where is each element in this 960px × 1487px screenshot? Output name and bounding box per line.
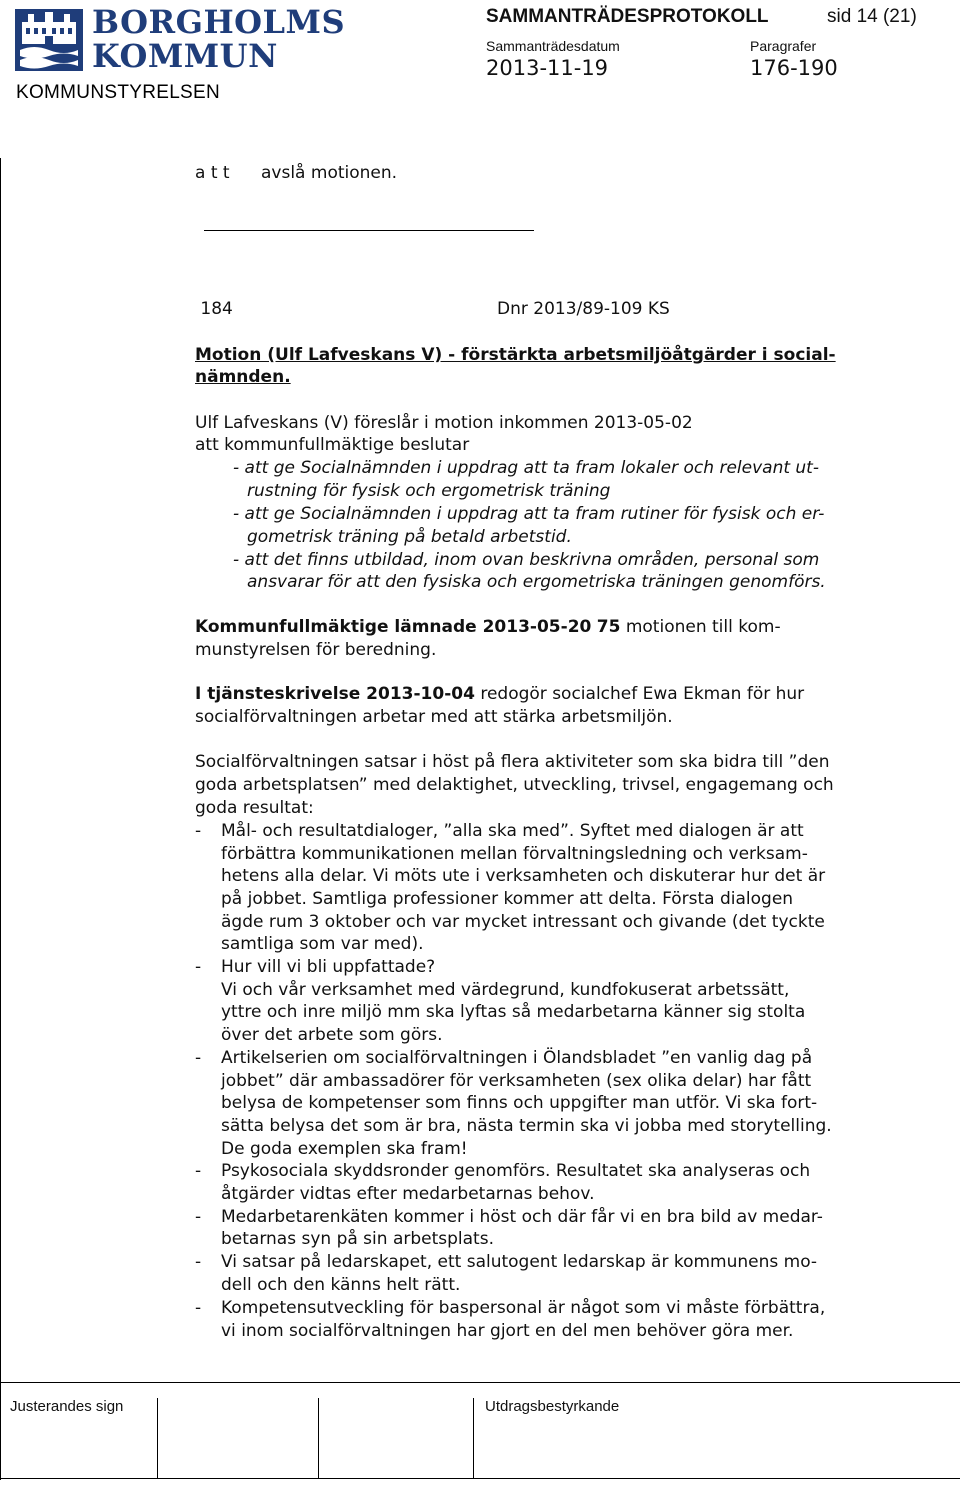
att-label: a t t	[195, 163, 230, 183]
memo-bold: I tjänsteskrivelse 2013-10-04	[195, 684, 475, 704]
bullet-line: Hur vill vi bli uppfattade?	[221, 957, 436, 977]
bullet-dash: -	[195, 1298, 202, 1318]
motion-title-line1: Motion (Ulf Lafveskans V) - förstärkta arbetsmiljöåtgärder i social-	[195, 345, 836, 365]
bullet-dash: -	[195, 1207, 202, 1227]
meeting-date-label: Sammanträdesdatum	[486, 38, 620, 54]
kf-paragraph-number: 75	[596, 617, 621, 637]
bullet-line: Kompetensutveckling för baspersonal är något som vi måste förbättra,	[221, 1298, 826, 1318]
section-number: 184	[200, 299, 233, 319]
proposal-line: - att det finns utbildad, inom ovan beskrivna områden, personal som	[233, 550, 820, 570]
bullet-dash: -	[195, 1048, 202, 1068]
bullet-line: jobbet” där ambassadörer för verksamheten (sex olika delar) har fått	[221, 1071, 812, 1091]
proposal-line: rustning för fysisk och ergometrisk träning	[247, 481, 611, 501]
bullet-line: Vi satsar på ledarskapet, ett salutogent ledarskap är kommunens mo-	[221, 1252, 818, 1272]
department-name: KOMMUNSTYRELSEN	[16, 82, 221, 103]
footer-divider-top	[0, 1382, 960, 1383]
org-name-line2: KOMMUN	[92, 37, 278, 75]
bullet-line: vi inom socialförvaltningen har gjort en del men behöver göra mer.	[221, 1321, 794, 1341]
bullet-line: Medarbetarenkäten kommer i höst och där får vi en bra bild av medar-	[221, 1207, 823, 1227]
signature-box-divider	[473, 1398, 474, 1478]
bullet-line: yttre och inre miljö mm ska lyftas så medarbetarna känner sig stolta	[221, 1002, 806, 1022]
intro-line: goda resultat:	[195, 798, 314, 818]
intro-line: Socialförvaltningen satsar i höst på flera aktiviteter som ska bidra till ”den	[195, 752, 830, 772]
extract-certification-label: Utdragsbestyrkande	[485, 1398, 620, 1415]
bullet-line: betarnas syn på sin arbetsplats.	[221, 1229, 494, 1249]
memo-line2: socialförvaltningen arbetar med att stärka arbetsmiljön.	[195, 707, 673, 727]
municipality-crest-logo	[14, 8, 84, 72]
paragraphs-value: 176-190	[750, 56, 838, 80]
bullet-line: dell och den känns helt rätt.	[221, 1275, 461, 1295]
bullet-dash: -	[195, 957, 202, 977]
bullet-line: De goda exemplen ska fram!	[221, 1139, 468, 1159]
diary-number: Dnr 2013/89-109 KS	[497, 299, 670, 319]
motion-intro-1: Ulf Lafveskans (V) föreslår i motion inkommen 2013-05-02	[195, 413, 693, 433]
proposal-line: gometrisk träning på betald arbetstid.	[247, 527, 572, 547]
intro-line: goda arbetsplatsen” med delaktighet, utveckling, trivsel, engagemang och	[195, 775, 834, 795]
bullet-line: sätta belysa det som är bra, nästa termin ska vi jobba med storytelling.	[221, 1116, 832, 1136]
bullet-line: belysa de kompetenser som finns och uppgifter man utför. Vi ska fort-	[221, 1093, 818, 1113]
bullet-dash: -	[195, 1252, 202, 1272]
bullet-line: hetens alla delar. Vi möts ute i verksamheten och diskuterar hur det är	[221, 866, 826, 886]
memo-line1	[195, 683, 804, 706]
bullet-dash: -	[195, 1161, 202, 1181]
bullet-line: ägde rum 3 oktober och var mycket intressant och givande (det tyckte	[221, 912, 825, 932]
bullet-dash: -	[195, 821, 202, 841]
memo-rest: redogör socialchef Ewa Ekman för hur	[480, 684, 805, 704]
bullet-line: åtgärder vidtas efter medarbetarnas behov.	[221, 1184, 595, 1204]
page-number: sid 14 (21)	[827, 6, 917, 27]
proposal-line: ansvarar för att den fysiska och ergometriska träningen genomförs.	[247, 572, 826, 592]
kf-decision-rest: motionen till kom-	[625, 617, 781, 637]
signature-box-divider	[157, 1398, 158, 1478]
org-name-line1: BORGHOLMS	[92, 3, 346, 41]
signature-box-divider	[318, 1398, 319, 1478]
meeting-date-value: 2013-11-19	[486, 56, 609, 80]
bullet-line: Vi och vår verksamhet med värdegrund, kundfokuserat arbetssätt,	[221, 980, 790, 1000]
bullet-line: över det arbete som görs.	[221, 1025, 443, 1045]
kf-decision-line1	[195, 616, 781, 639]
kf-decision-line2: munstyrelsen för beredning.	[195, 640, 437, 660]
motion-title-line2: nämnden.	[195, 367, 291, 387]
section-heading	[195, 298, 233, 321]
bullet-line: samtliga som var med).	[221, 934, 424, 954]
proposal-line: - att ge Socialnämnden i uppdrag att ta fram rutiner för fysisk och er-	[233, 504, 825, 524]
bullet-line: förbättra kommunikationen mellan förvaltningsledning och verksam-	[221, 844, 808, 864]
page-frame-left	[0, 158, 1, 1480]
bullet-line: Psykosociala skyddsronder genomförs. Resultatet ska analyseras och	[221, 1161, 811, 1181]
proposal-line: - att ge Socialnämnden i uppdrag att ta fram lokaler och relevant ut-	[233, 458, 819, 478]
bullet-line: Artikelserien om socialförvaltningen i Ölandsbladet ”en vanlig dag på	[221, 1048, 813, 1068]
section-separator	[204, 230, 534, 231]
document-type: SAMMANTRÄDESPROTOKOLL	[486, 6, 769, 27]
signature-label: Justerandes sign	[10, 1398, 124, 1415]
footer-divider-bottom	[0, 1478, 960, 1479]
bullet-line: på jobbet. Samtliga professioner kommer att delta. Första dialogen	[221, 889, 794, 909]
paragraphs-label: Paragrafer	[750, 38, 817, 54]
att-decision-text: avslå motionen.	[261, 163, 398, 183]
kf-decision-bold: Kommunfullmäktige lämnade 2013-05-20	[195, 617, 592, 637]
bullet-line: Mål- och resultatdialoger, ”alla ska med”. Syftet med dialogen är att	[221, 821, 804, 841]
motion-intro-2: att kommunfullmäktige beslutar	[195, 435, 470, 455]
